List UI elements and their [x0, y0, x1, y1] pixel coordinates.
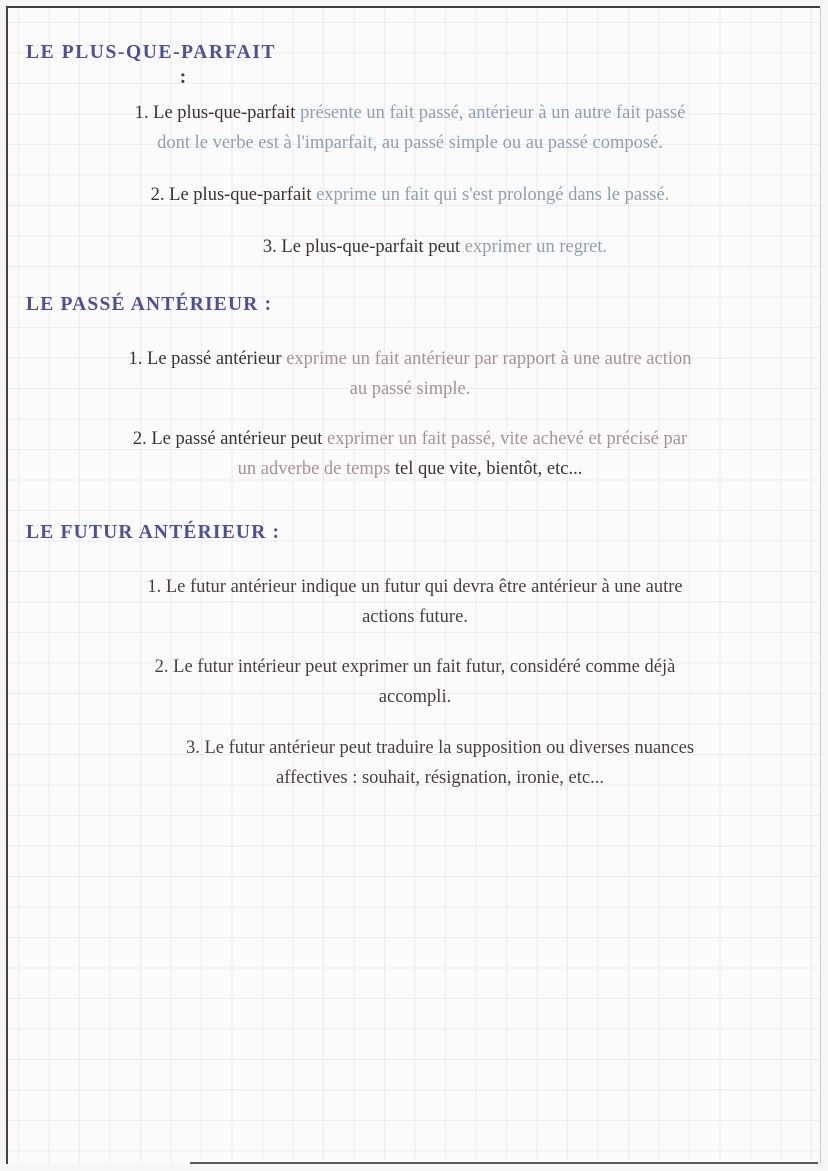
item-text-tail: tel que vite, bientôt, etc... [390, 459, 583, 479]
item-text: présente un fait passé, antérieur à un autre fait passé [295, 103, 686, 123]
item-subject: 1. Le passé antérieur [128, 349, 282, 369]
item-text: exprimer un regret. [460, 237, 608, 257]
heading-colon: : [179, 66, 187, 88]
item-text: 3. Le futur antérieur peut traduire la supposition ou diverses nuances [185, 738, 695, 758]
list-item [10, 180, 810, 210]
item-subject: 3. Le plus-que-parfait peut [262, 237, 461, 257]
item-text-line2: au passé simple. [349, 379, 471, 399]
item-subject: 2. Le plus-que-parfait [150, 185, 312, 205]
list-item [30, 733, 828, 793]
list-item [20, 232, 828, 262]
item-text-line2: dont le verbe est à l'imparfait, au passé simple ou au passé composé. [157, 133, 663, 153]
item-subject: 2. Le passé antérieur peut [132, 429, 323, 449]
section-heading-futur-anterieur: LE FUTUR ANTÉRIEUR : [26, 522, 281, 543]
section-heading-plus-que-parfait: LE PLUS-QUE-PARFAIT [26, 42, 277, 63]
item-text-line2: accompli. [378, 687, 452, 707]
item-text-line2: un adverbe de temps [237, 459, 391, 479]
item-text-line2: actions future. [362, 607, 468, 627]
list-item [10, 652, 820, 712]
item-text: exprime un fait qui s'est prolongé dans le passé. [311, 185, 670, 205]
list-item [10, 572, 820, 632]
item-text: 1. Le futur antérieur indique un futur qui devra être antérieur à une autre [147, 577, 683, 597]
list-item [10, 98, 810, 158]
item-text-line2: affectives : souhait, résignation, ironie, etc... [276, 768, 604, 788]
page-bottom-edge [190, 1162, 818, 1164]
item-subject: 1. Le plus-que-parfait [134, 103, 296, 123]
item-text: exprime un fait antérieur par rapport à une autre action [281, 349, 692, 369]
section-heading-passe-anterieur: LE PASSÉ ANTÉRIEUR : [26, 294, 273, 315]
list-item [10, 344, 810, 404]
list-item [10, 424, 810, 484]
item-text: exprimer un fait passé, vite achevé et précisé par [322, 429, 688, 449]
item-text: 2. Le futur intérieur peut exprimer un fait futur, considéré comme déjà [154, 657, 676, 677]
